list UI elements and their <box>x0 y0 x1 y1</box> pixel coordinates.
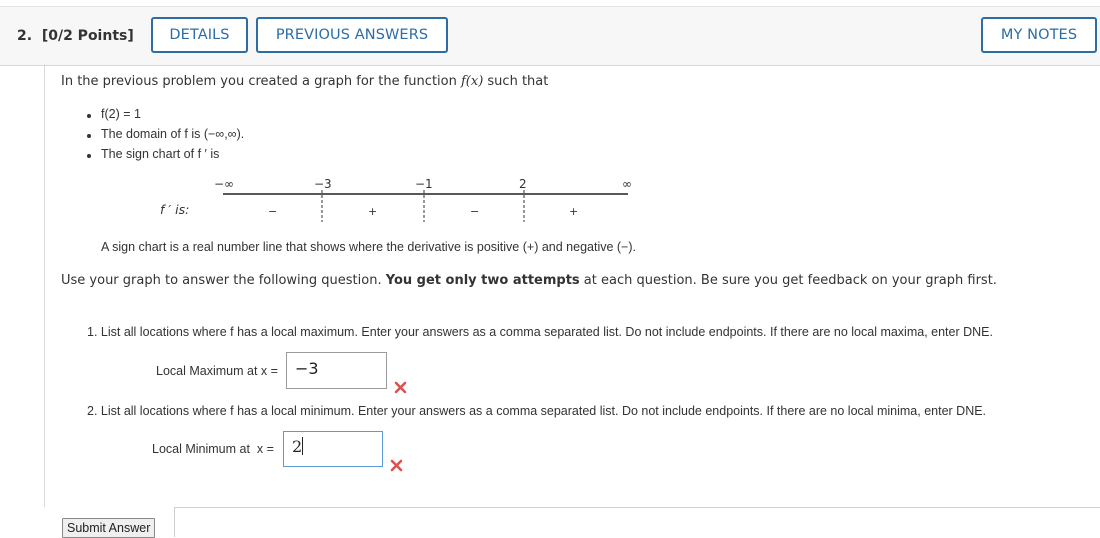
bullet-dot <box>87 114 91 118</box>
sign-chart-note: A sign chart is a real number line that shows where the derivative is positive (+) and negative (−). <box>101 240 636 254</box>
attempts-emphasis: You get only two attempts <box>385 273 580 288</box>
instructions: Use your graph to answer the following question. You get only two attempts at each question. Be sure you get feedback on your graph first. <box>61 273 997 288</box>
sign-interval-3: − <box>470 205 480 218</box>
sign-point-neg-3: −3 <box>314 177 332 191</box>
question-number: 2. [0/2 Points] <box>17 28 134 44</box>
points-label: [0/2 Points] <box>41 28 134 44</box>
sign-interval-2: + <box>368 205 378 218</box>
sign-point-neg-1: −1 <box>415 177 433 191</box>
sign-chart-row-label: f ′ is: <box>160 202 190 217</box>
local-max-input[interactable]: −3 <box>286 352 387 389</box>
incorrect-icon <box>394 381 407 394</box>
local-min-input[interactable] <box>283 431 383 467</box>
submit-answer-button[interactable]: Submit Answer <box>62 518 155 538</box>
previous-answers-button[interactable]: PREVIOUS ANSWERS <box>256 17 448 53</box>
incorrect-icon <box>390 459 403 472</box>
sign-point-2: 2 <box>519 177 527 191</box>
sign-chart <box>140 170 660 230</box>
sign-interval-4: + <box>569 205 579 218</box>
question-2-text: 2. List all locations where f has a local minimum. Enter your answers as a comma separated list. Do not include endpoints. If there are no local minima, enter DNE. <box>87 404 987 418</box>
sign-point-infinity: ∞ <box>622 177 632 191</box>
my-notes-button[interactable]: MY NOTES <box>981 17 1097 53</box>
question-header <box>0 6 1100 66</box>
next-panel-edge <box>174 507 1100 537</box>
sign-point-neg-infinity: −∞ <box>214 177 235 191</box>
bullet-item-3: The sign chart of f ′ is <box>101 147 220 161</box>
local-min-value: 2 <box>292 437 303 456</box>
question-1-text: 1. List all locations where f has a local maximum. Enter your answers as a comma separated list. Do not include endpoints. If there are no local maxima, enter DNE. <box>87 325 993 339</box>
function-expression: f(x) <box>460 74 484 89</box>
content-left-border <box>44 64 45 507</box>
local-max-label: Local Maximum at x = <box>156 364 278 378</box>
local-min-label: Local Minimum at x = <box>152 442 274 456</box>
sign-interval-1: − <box>268 205 278 218</box>
intro-text: In the previous problem you created a graph for the function f(x) such that <box>61 74 549 89</box>
bullet-dot <box>87 154 91 158</box>
bullet-item-1: f(2) = 1 <box>101 107 141 121</box>
bullet-item-2: The domain of f is (−∞,∞). <box>101 127 245 141</box>
details-button[interactable]: DETAILS <box>151 17 248 53</box>
bullet-dot <box>87 134 91 138</box>
text-cursor <box>302 437 303 455</box>
